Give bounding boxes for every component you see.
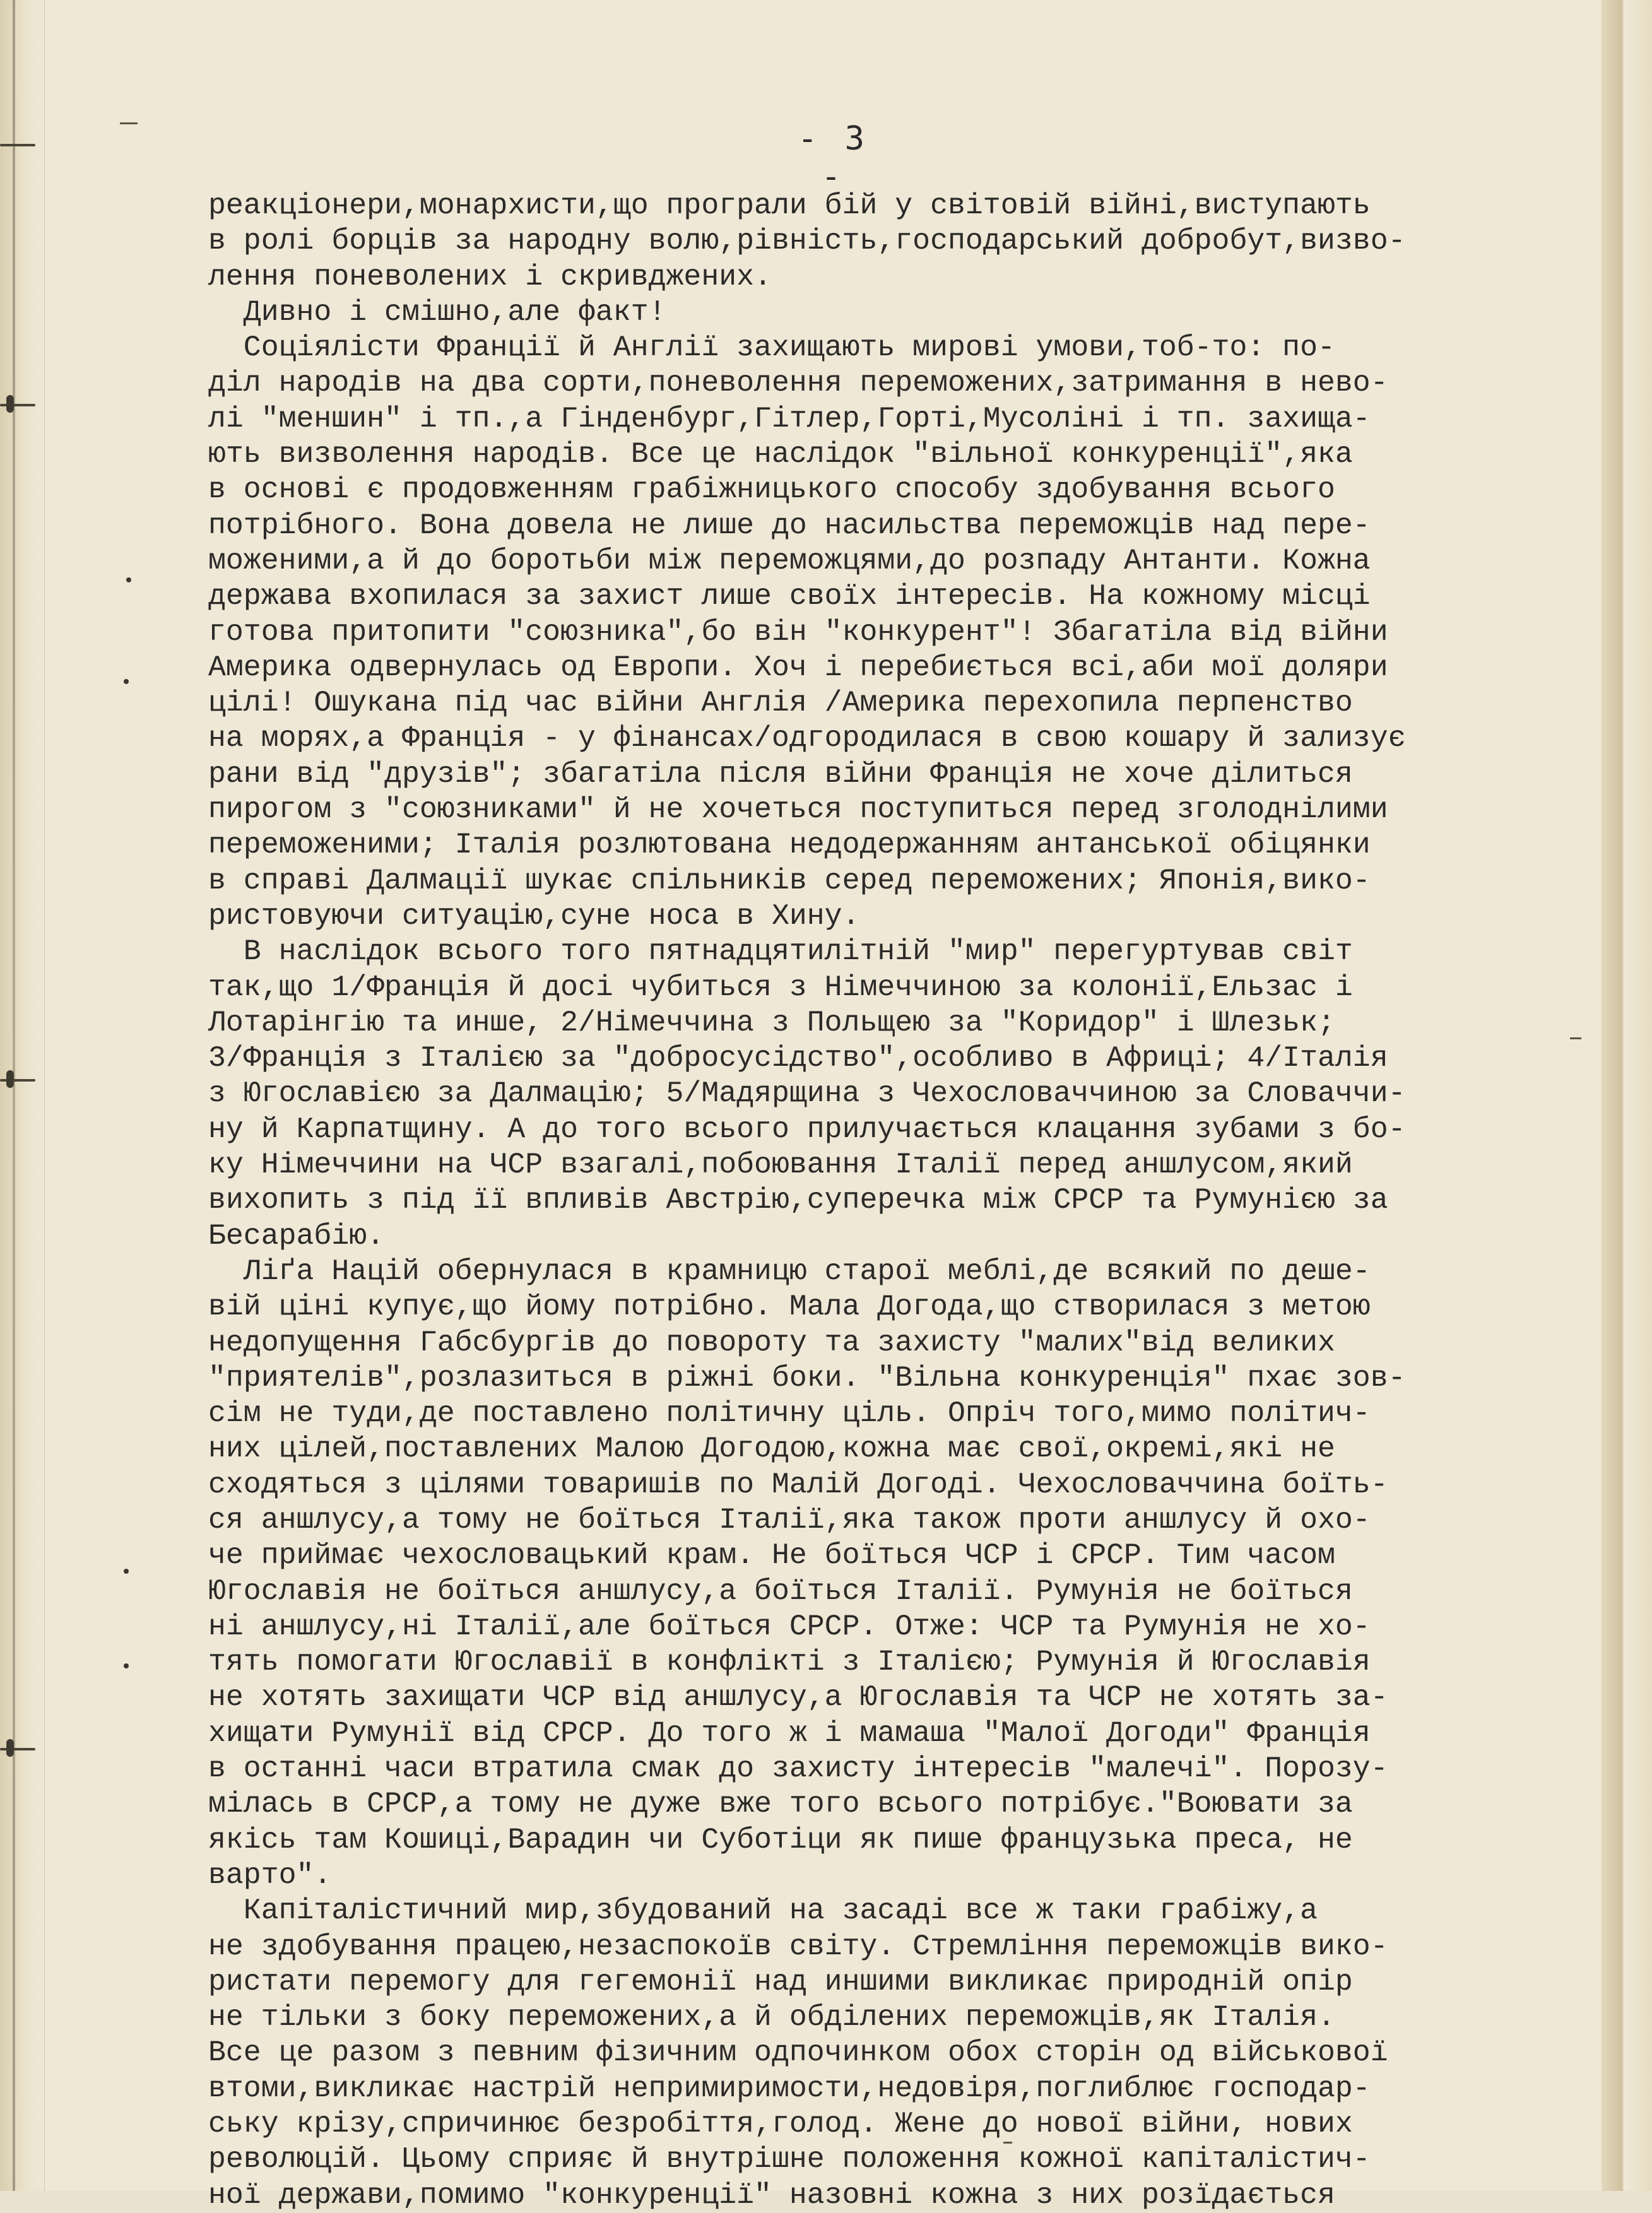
text-line: ристовуючи ситуацію,суне носа в Хину. <box>208 899 860 933</box>
text-line: лення поневолених і скривджених. <box>208 259 772 293</box>
text-line: ристати перемогу для гегемонії над иншими викликає природній опір <box>208 1964 1353 1998</box>
text-line: В наслідок всього того пятнадцятилітній "мир" перегуртував світ <box>208 935 1353 969</box>
left-binding-margin <box>0 0 45 2191</box>
text-line: Все це разом з певним фізичним одпочинком обох сторін од військової <box>208 2036 1388 2070</box>
binding-knot <box>6 395 14 413</box>
text-line: ся аншлусу,а тому не боїться Італії,яка також проти аншлусу й охо- <box>208 1502 1371 1537</box>
text-line: сходяться з цілями товаришів по Малій Догоді. Чехословаччина боїть- <box>208 1467 1388 1501</box>
text-line: ну й Карпатщину. А до того всього прилучається клацання зубами з бо- <box>208 1112 1406 1146</box>
text-line: хищати Румунії від СРСР. До того ж і мамаша "Малої Догоди" Франція <box>208 1716 1371 1750</box>
text-line: діл народів на два сорти,поневолення переможених,затримання в нево- <box>208 366 1388 400</box>
text-line: рани від "друзів"; збагатіла після війни Франція не хоче ділиться <box>208 757 1353 791</box>
text-line: потрібного. Вона довела не лише до насильства переможців над пере- <box>208 508 1371 542</box>
typewritten-body <box>208 188 1552 2213</box>
binding-knot <box>6 1739 14 1757</box>
text-line: в основі є продовженням грабіжницького способу здобування всього <box>208 473 1335 507</box>
binding-knot <box>6 1070 14 1088</box>
text-line: реакціонери,монархисти,що програли бій у світовій війні,виступають <box>208 189 1371 222</box>
text-line: так,що 1/Франція й досі чубиться з Німеччиною за колонії,Ельзас і <box>208 970 1353 1004</box>
text-line: держава вхопилася за захист лише своїх інтересів. На кожному місці <box>208 579 1371 613</box>
text-line: в справі Далмації шукає спільників серед переможених; Японія,вико- <box>208 863 1371 897</box>
text-line: вихопить з під її впливів Австрію,суперечка між СРСР та Румунією за <box>208 1183 1388 1217</box>
binding-stitch <box>0 1079 35 1082</box>
text-line: якісь там Кошиці,Варадин чи Суботіци як пише французька преса, не <box>208 1822 1353 1856</box>
margin-dot <box>124 1663 129 1668</box>
text-line: сім не туди,де поставлено політичну ціль. Опріч того,мимо політич- <box>208 1396 1371 1431</box>
text-line: ську крізу,спричинює безробіття,голод. Жене до нової війни, нових <box>208 2107 1353 2141</box>
text-line: Капіталістичний мир,збудований на засаді все ж таки грабіжу,а <box>208 1894 1318 1928</box>
text-line: в ролі борців за народну волю,рівність,господарський добробут,визво- <box>208 224 1406 258</box>
text-line: 3/Франція з Італією за "добросусідство",особливо в Африці; 4/Італія <box>208 1041 1388 1075</box>
text-line: в останні часи втратила смак до захисту інтересів "малечі". Порозу- <box>208 1752 1388 1786</box>
text-line: революцій. Цьому сприяє й внутрішне положення кожної капіталістич- <box>208 2142 1371 2176</box>
text-line: тять помогати Югославії в конфлікті з Італією; Румунія й Югославія <box>208 1645 1371 1679</box>
text-line: лі "меншин" і тп.,а Гінденбург,Гітлер,Горті,Мусоліні і тп. захища- <box>208 401 1371 435</box>
text-line: них цілей,поставлених Малою Догодою,кожна має свої,окремі,які не <box>208 1432 1335 1466</box>
binding-stitch <box>0 1748 35 1750</box>
text-line: "приятелів",розлазиться в ріжні боки. "Вільна конкуренція" пхає зов- <box>208 1360 1406 1395</box>
text-line: ють визволення народів. Все це наслідок "вільної конкуренції",яка <box>208 437 1353 471</box>
binding-stitch <box>0 404 35 406</box>
text-line: мілась в СРСР,а тому не дуже вже того всього потрібує."Воювати за <box>208 1787 1353 1821</box>
text-line: вій ціні купує,що йому потрібно. Мала Догода,що створилася з метою <box>208 1290 1371 1324</box>
margin-dot <box>124 679 129 684</box>
margin-mark <box>120 122 138 124</box>
text-line: Бесарабію. <box>208 1219 385 1253</box>
text-line: переможеними; Італія розлютована недодержанням антанської обіцянки <box>208 828 1371 862</box>
right-page-edge <box>1602 0 1652 2191</box>
text-line: Соціялісти Франції й Англії захищають мирові умови,тоб-то: по- <box>208 331 1335 365</box>
margin-dot <box>124 1569 129 1574</box>
text-line: ної держави,помимо "конкуренції" назовні кожна з них розїдається <box>208 2178 1335 2212</box>
text-line: Ліґа Націй обернулася в крамницю старої меблі,де всякий по деше- <box>208 1254 1371 1288</box>
text-line: Дивно і смішно,але факт! <box>208 295 666 329</box>
binding-stitch <box>0 144 35 146</box>
text-line: не хотять захищати ЧСР від аншлусу,а Югославія та ЧСР не хотять за- <box>208 1680 1388 1714</box>
text-line: пирогом з "союзниками" й не хочеться поступиться перед зголоднілими <box>208 793 1388 827</box>
text-line: ку Німеччини на ЧСР взагалі,побоювання Італії перед аншлусом,який <box>208 1148 1353 1182</box>
text-line: недопущення Габсбургів до повороту та захисту "малих"від великих <box>208 1325 1335 1359</box>
binding-thread <box>13 0 15 2191</box>
margin-mark <box>1570 1037 1581 1039</box>
text-line: ні аншлусу,ні Італії,але боїться СРСР. Отже: ЧСР та Румунія не хо- <box>208 1609 1371 1643</box>
text-line: з Югославією за Далмацію; 5/Мадярщина з Чехословаччиною за Словаччи- <box>208 1077 1406 1111</box>
text-line: моженими,а й до боротьби між переможцями,до розпаду Антанти. Кожна <box>208 543 1371 577</box>
text-line: Югославія не боїться аншлусу,а боїться Італії. Румунія не боїться <box>208 1574 1353 1608</box>
text-line: на морях,а Франція - у фінансах/одгородилася в свою кошару й зализує <box>208 721 1406 755</box>
text-line: че приймає чехословацький крам. Не боїться ЧСР і СРСР. Тим часом <box>208 1538 1335 1573</box>
text-line: цілі! Ошукана під час війни Англія /Америка перехопила перпенство <box>208 686 1353 720</box>
text-line: не здобування працею,незаспокоїв світу. Стремління переможців вико- <box>208 1929 1388 1963</box>
text-line: готова притопити "союзника",бо він "конкурент"! Збагатіла від війни <box>208 615 1388 649</box>
text-line: не тільки з боку переможених,а й обділених переможців,як Італія. <box>208 2000 1335 2034</box>
margin-dot <box>126 577 131 582</box>
text-line: Лотарінгію та инше, 2/Німеччина з Польщею за "Коридор" і Шлезьк; <box>208 1005 1335 1039</box>
text-line: варто". <box>208 1858 332 1892</box>
text-line: втоми,викликає настрій непримиримости,недовіря,поглиблює господар- <box>208 2071 1371 2105</box>
text-line: Америка одвернулась од Европи. Хоч і перебиється всі,аби мої доляри <box>208 650 1388 684</box>
page-number: - 3 - <box>798 120 868 196</box>
